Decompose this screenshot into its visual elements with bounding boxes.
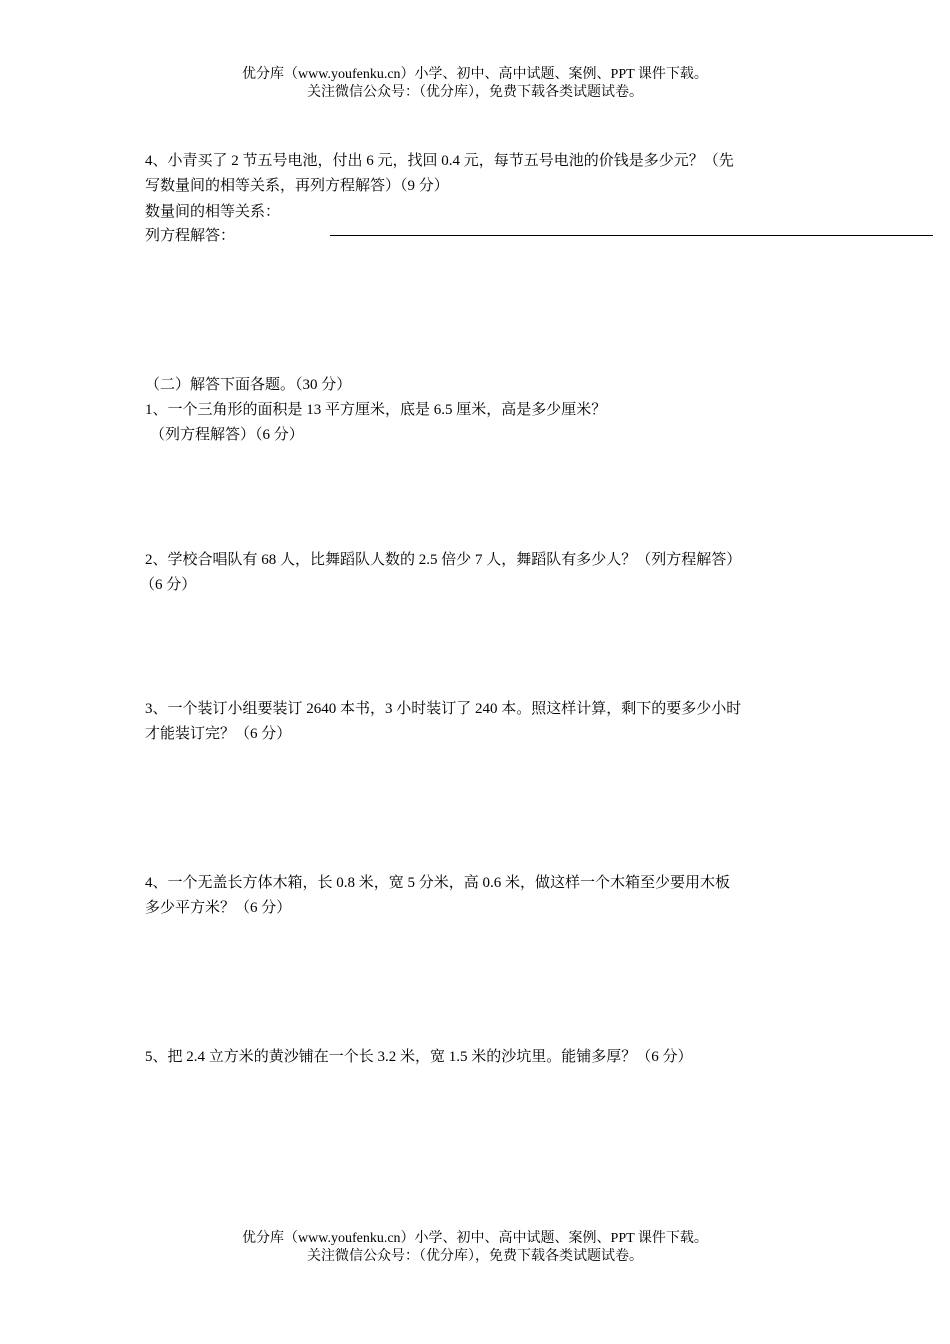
problem-5-line-1: 5、把 2.4 立方米的黄沙铺在一个长 3.2 米，宽 1.5 米的沙坑里。能铺多厚？（6 分） — [145, 1049, 693, 1065]
problem-3-line-1: 3、一个装订小组要装订 2640 本书，3 小时装订了 240 本。照这样计算，剩下的要多少小时 — [145, 701, 742, 717]
problem-1-line-1: 1、一个三角形的面积是 13 平方厘米，底是 6.5 厘米，高是多少厘米？ — [145, 402, 607, 418]
page-footer — [0, 1230, 950, 1266]
header-line-2: 关注微信公众号：（优分库），免费下载各类试题试卷。 — [307, 85, 643, 100]
page-header — [0, 66, 950, 102]
problem-3-line-2: 才能装订完？（6 分） — [145, 726, 292, 742]
problem-2-line-2: （6 分） — [140, 577, 197, 593]
question-4-line-2: 写数量间的相等关系，再列方程解答）（9 分） — [145, 178, 449, 194]
problem-1-line-2: （列方程解答）（6 分） — [150, 427, 304, 443]
problem-4-line-2: 多少平方米？（6 分） — [145, 900, 292, 916]
footer-line-2: 关注微信公众号：（优分库），免费下载各类试题试卷。 — [307, 1249, 643, 1264]
section-2-title: （二）解答下面各题。（30 分） — [145, 377, 352, 393]
footer-line-1: 优分库（www.youfenku.cn）小学、初中、高中试题、案例、PPT 课件下载。 — [242, 1231, 708, 1246]
solve-label: 列方程解答： — [145, 228, 236, 244]
answer-line — [330, 235, 933, 236]
problem-4-line-1: 4、一个无盖长方体木箱，长 0.8 米，宽 5 分米，高 0.6 米，做这样一个木箱至少要用木板 — [145, 875, 731, 891]
question-4-line-1: 4、小青买了 2 节五号电池，付出 6 元，找回 0.4 元，每节五号电池的价钱是多少元？（先 — [145, 153, 734, 169]
header-line-1: 优分库（www.youfenku.cn）小学、初中、高中试题、案例、PPT 课件下载。 — [242, 67, 708, 82]
problem-2-line-1: 2、学校合唱队有 68 人，比舞蹈队人数的 2.5 倍少 7 人，舞蹈队有多少人？（列方程解答） — [145, 552, 742, 568]
relation-label: 数量间的相等关系： — [145, 204, 281, 220]
